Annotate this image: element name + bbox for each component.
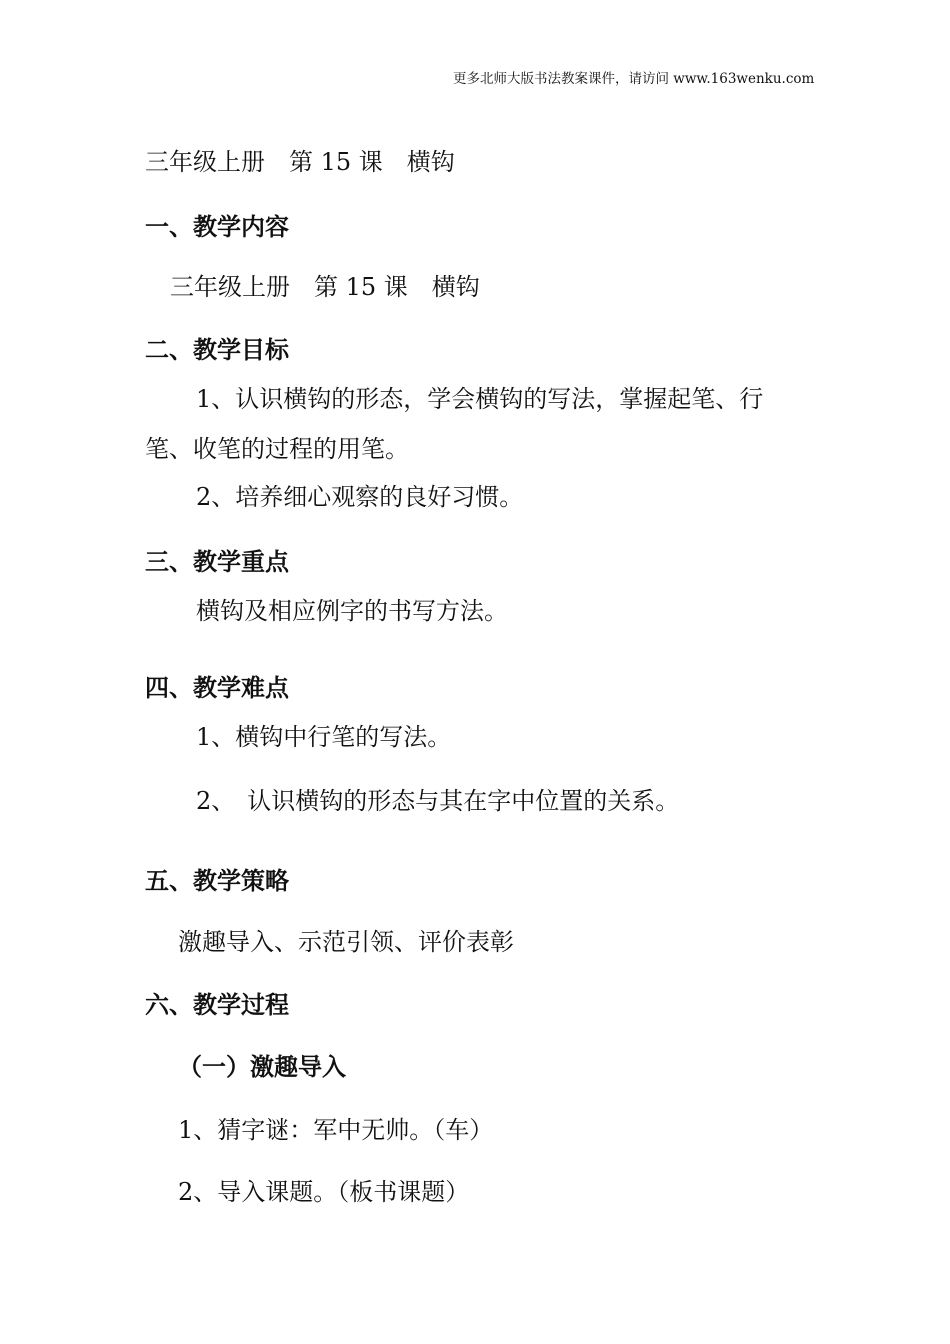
- page-title: 三年级上册 第 15 课 横钩: [145, 148, 455, 176]
- section-heading-difficulties: 四、教学难点: [145, 674, 289, 702]
- strategy-line: 激趣导入、示范引领、评价表彰: [178, 928, 514, 956]
- header-note: 更多北师大版书法教案课件，请访问 www.163wenku.com: [453, 71, 815, 87]
- process-line-1: 1、猜字谜：军中无帅。（车）: [178, 1116, 494, 1144]
- section-heading-objectives: 二、教学目标: [145, 336, 289, 364]
- content-line: 三年级上册 第 15 课 横钩: [170, 273, 480, 301]
- objective-line-2: 2、培养细心观察的良好习惯。: [196, 483, 524, 511]
- section-heading-process: 六、教学过程: [145, 991, 289, 1019]
- key-point-line: 横钩及相应例字的书写方法。: [196, 597, 508, 625]
- section-heading-key-points: 三、教学重点: [145, 548, 289, 576]
- objective-line-1: 1、认识横钩的形态，学会横钩的写法，掌握起笔、行: [196, 385, 764, 413]
- process-line-2: 2、导入课题。（板书课题）: [178, 1178, 470, 1206]
- section-heading-content: 一、教学内容: [145, 213, 289, 241]
- process-subheading: （一）激趣导入: [178, 1053, 346, 1081]
- difficulty-line-1: 1、横钩中行笔的写法。: [196, 723, 452, 751]
- objective-line-1-continued: 笔、收笔的过程的用笔。: [145, 435, 409, 463]
- section-heading-strategy: 五、教学策略: [145, 867, 289, 895]
- difficulty-line-2: 2、 认识横钩的形态与其在字中位置的关系。: [196, 787, 680, 815]
